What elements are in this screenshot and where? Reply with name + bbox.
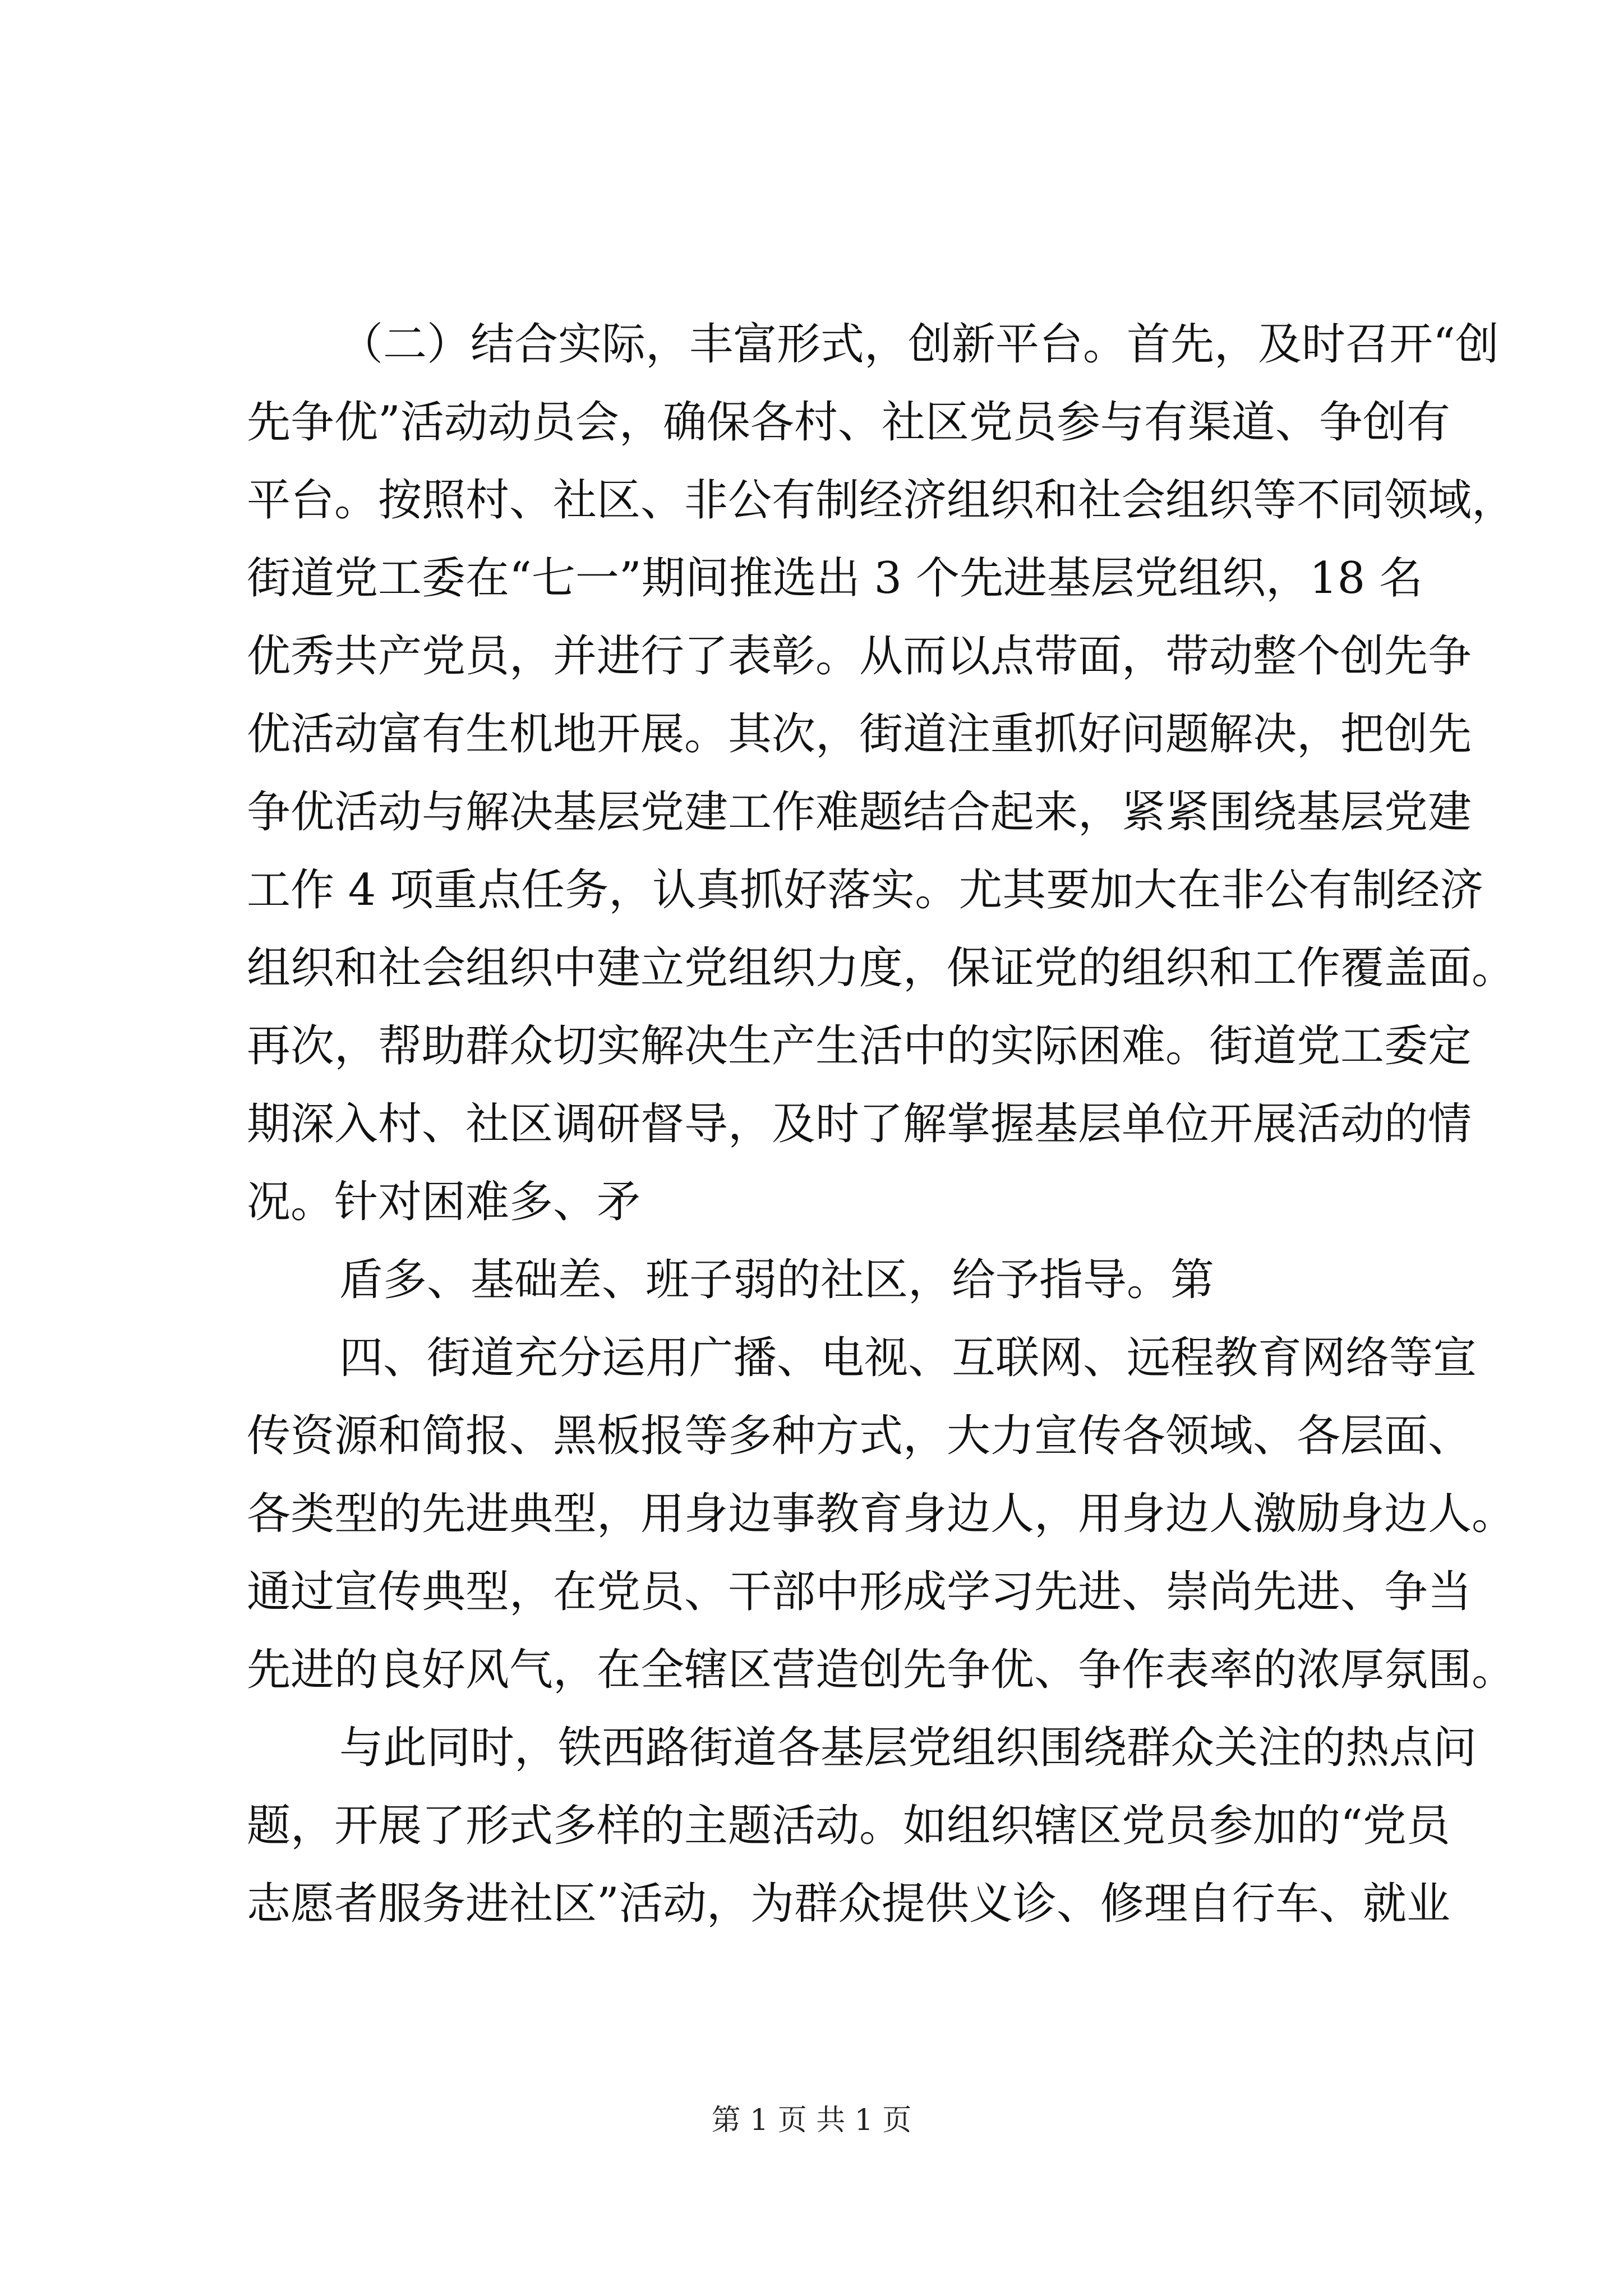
text-line: 通过宣传典型，在党员、干部中形成学习先进、崇尚先进、争当 [247,1567,1472,1617]
text-line: 街道党工委在“七一”期间推选出 3 个先进基层党组织，18 名 [247,553,1423,604]
text-line: 题，开展了形式多样的主题活动。如组织辖区党员参加的“党员 [247,1801,1450,1851]
text-line: 与此同时，铁西路街道各基层党组织围绕群众关注的热点问 [339,1723,1477,1773]
text-line: 争优活动与解决基层党建工作难题结合起来，紧紧围绕基层党建 [247,787,1472,838]
text-line: 组织和社会组织中建立党组织力度，保证党的组织和工作覆盖面。 [247,943,1516,993]
text-line: 工作 4 项重点任务，认真抓好落实。尤其要加大在非公有制经济 [247,865,1484,915]
text-line: 各类型的先进典型，用身边事教育身边人，用身边人激励身边人。 [247,1489,1516,1539]
text-line: （二）结合实际，丰富形式，创新平台。首先，及时召开“创 [339,319,1499,370]
text-line: 四、街道充分运用广播、电视、互联网、远程教育网络等宣 [339,1333,1477,1383]
text-line: 志愿者服务进社区”活动，为群众提供义诊、修理自行车、就业 [247,1879,1450,1929]
text-line: 再次，帮助群众切实解决生产生活中的实际困难。街道党工委定 [247,1021,1472,1071]
text-line: 盾多、基础差、班子弱的社区，给予指导。第 [339,1255,1215,1305]
page-number: 第 1 页 共 1 页 [711,2104,912,2137]
body-text [247,306,1516,1943]
text-line: 优秀共产党员，并进行了表彰。从而以点带面，带动整个创先争 [247,631,1472,682]
text-line: 期深入村、社区调研督导，及时了解掌握基层单位开展活动的情 [247,1099,1472,1149]
text-line: 平台。按照村、社区、非公有制经济组织和社会组织等不同领域， [247,475,1516,526]
text-line: 先进的良好风气，在全辖区营造创先争优、争作表率的浓厚氛围。 [247,1645,1516,1695]
text-line: 况。针对困难多、矛 [247,1177,641,1227]
page-footer [0,2101,1623,2140]
text-line: 优活动富有生机地开展。其次，街道注重抓好问题解决，把创先 [247,709,1472,760]
text-line: 传资源和简报、黑板报等多种方式，大力宣传各领域、各层面、 [247,1411,1472,1461]
text-line: 先争优”活动动员会，确保各村、社区党员参与有渠道、争创有 [247,397,1450,448]
